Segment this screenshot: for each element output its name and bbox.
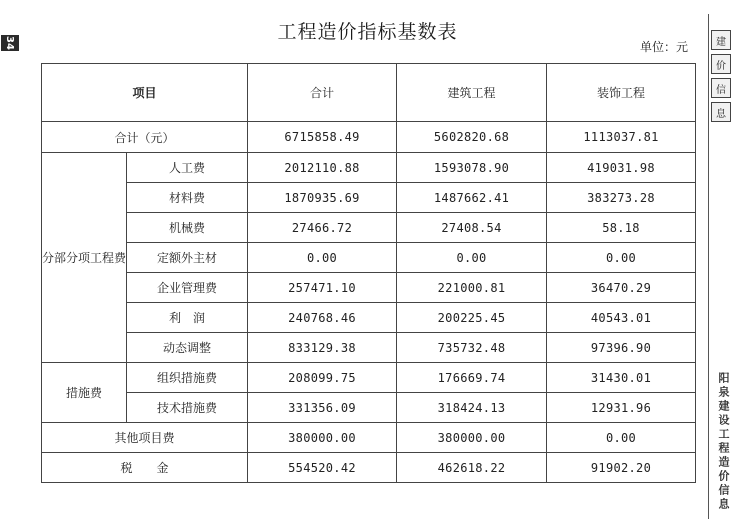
cell-value: 27466.72	[248, 213, 397, 243]
table-row	[42, 243, 696, 273]
header-building: 建筑工程	[397, 64, 547, 122]
cell-value: 208099.75	[248, 363, 397, 393]
group-label: 措施费	[42, 363, 127, 423]
row-label: 动态调整	[127, 333, 248, 363]
row-label: 机械费	[127, 213, 248, 243]
cell-value: 554520.42	[248, 453, 397, 483]
unit-label: 单位：元	[640, 40, 689, 54]
cell-value: 0.00	[547, 243, 696, 273]
cell-value: 1113037.81	[547, 122, 696, 153]
cell-value: 833129.38	[248, 333, 397, 363]
cell-value: 58.18	[547, 213, 696, 243]
cell-value: 0.00	[547, 423, 696, 453]
cell-value: 0.00	[248, 243, 397, 273]
cell-value: 331356.09	[248, 393, 397, 423]
group-label: 分部分项工程费	[42, 153, 127, 363]
cell-value: 383273.28	[547, 183, 696, 213]
table-row	[42, 153, 696, 183]
row-label: 利 润	[127, 303, 248, 333]
header-decoration: 装饰工程	[547, 64, 696, 122]
table-row	[42, 453, 696, 483]
cell-value: 97396.90	[547, 333, 696, 363]
row-label: 合计（元）	[42, 122, 248, 153]
side-publication-name: 阳泉建设工程造价信息	[717, 372, 730, 512]
table-row-total	[42, 122, 696, 153]
cell-value: 380000.00	[248, 423, 397, 453]
cell-value: 5602820.68	[397, 122, 547, 153]
cell-value: 176669.74	[397, 363, 547, 393]
row-label: 定额外主材	[127, 243, 248, 273]
cell-value: 200225.45	[397, 303, 547, 333]
page-number: 34	[1, 35, 19, 51]
table-row	[42, 183, 696, 213]
cell-value: 240768.46	[248, 303, 397, 333]
index-table	[41, 63, 696, 483]
side-tab: 价	[711, 54, 731, 74]
row-label: 企业管理费	[127, 273, 248, 303]
side-tab: 信	[711, 78, 731, 98]
cell-value: 1593078.90	[397, 153, 547, 183]
row-label: 技术措施费	[127, 393, 248, 423]
side-tab: 建	[711, 30, 731, 50]
cell-value: 735732.48	[397, 333, 547, 363]
table-row	[42, 423, 696, 453]
header-total: 合计	[248, 64, 397, 122]
cell-value: 462618.22	[397, 453, 547, 483]
cell-value: 36470.29	[547, 273, 696, 303]
cell-value: 419031.98	[547, 153, 696, 183]
page-title: 工程造价指标基数表	[277, 21, 458, 43]
table-header-row	[42, 64, 696, 122]
row-label: 人工费	[127, 153, 248, 183]
header-item: 项目	[42, 64, 248, 122]
row-label: 税 金	[42, 453, 248, 483]
cell-value: 91902.20	[547, 453, 696, 483]
cell-value: 1870935.69	[248, 183, 397, 213]
side-tab: 息	[711, 102, 731, 122]
cell-value: 1487662.41	[397, 183, 547, 213]
cell-value: 380000.00	[397, 423, 547, 453]
cell-value: 221000.81	[397, 273, 547, 303]
cell-value: 318424.13	[397, 393, 547, 423]
side-tabs	[710, 30, 732, 122]
row-label: 组织措施费	[127, 363, 248, 393]
table-row	[42, 303, 696, 333]
cell-value: 31430.01	[547, 363, 696, 393]
cell-value: 40543.01	[547, 303, 696, 333]
cell-value: 6715858.49	[248, 122, 397, 153]
table-row	[42, 363, 696, 393]
row-label: 材料费	[127, 183, 248, 213]
cell-value: 12931.96	[547, 393, 696, 423]
table-row	[42, 213, 696, 243]
table-row	[42, 393, 696, 423]
cell-value: 2012110.88	[248, 153, 397, 183]
cell-value: 0.00	[397, 243, 547, 273]
cell-value: 27408.54	[397, 213, 547, 243]
row-label: 其他项目费	[42, 423, 248, 453]
table-row	[42, 273, 696, 303]
table-row	[42, 333, 696, 363]
cell-value: 257471.10	[248, 273, 397, 303]
